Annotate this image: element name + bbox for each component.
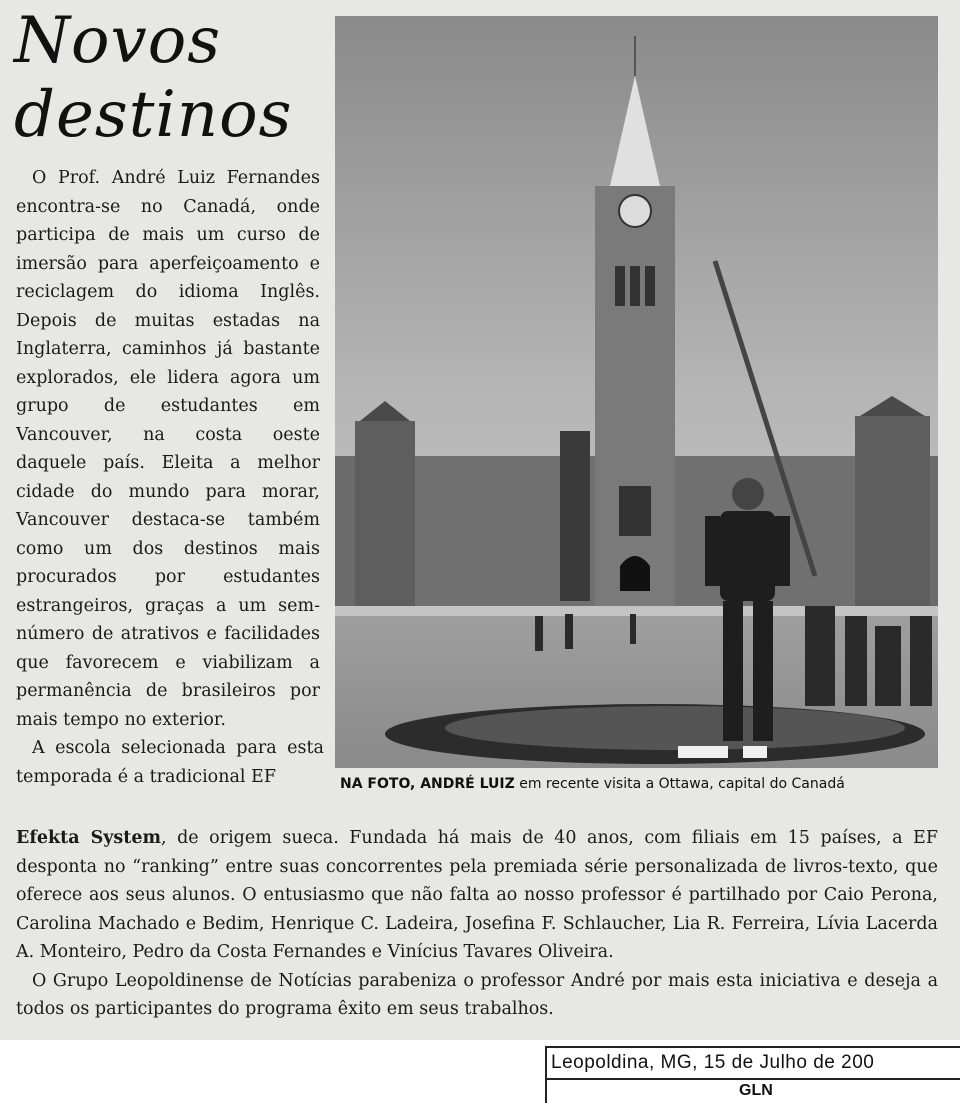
fountain-water — [445, 706, 905, 750]
footer-divider — [547, 1078, 960, 1080]
paragraph-2-continued — [16, 824, 938, 967]
footer-dateline-box — [545, 1046, 960, 1103]
caption-text: em recente visita a Ottawa, capital do Canadá — [514, 776, 845, 792]
headline — [14, 4, 334, 152]
headline-line-2: destinos — [14, 78, 293, 152]
photo-parliament-ottawa — [335, 16, 938, 768]
dateline: Leopoldina, MG, 15 de Julho de 200 — [551, 1052, 875, 1073]
photo-caption — [340, 776, 938, 792]
school-name: Efekta System — [16, 828, 161, 848]
headline-line-1: Novos — [14, 4, 222, 78]
article-left-column — [16, 164, 324, 791]
article-full-width — [16, 824, 938, 1024]
photo-illustration — [335, 16, 938, 768]
paragraph-3: O Grupo Leopoldinense de Notícias parabeniza o professor André por mais esta iniciativa e deseja a todos os participantes do programa êxito em seus trabalhos. — [16, 970, 938, 1019]
caption-lead: NA FOTO, ANDRÉ LUIZ — [340, 776, 515, 792]
paragraph-1: O Prof. André Luiz Fernandes encontra-se no Canadá, onde participa de mais um curso de imersão para aperfeiçoamento e reciclagem do idioma Inglês. Depois de muitas estadas na Inglaterra, caminhos já bastante explorados, ele lidera agora um grupo de estudantes em Vancouver, na costa oeste daquele país. Eleita a melhor cidade do mundo para morar, Vancouver destaca-se também como um dos destinos mais procurados por estudantes estrangeiros, graças a um sem-número de atrativos e facilidades que favorecem e viabilizam a permanência de brasileiros por mais tempo no exterior. — [16, 168, 320, 730]
paragraph-2-rest: , de origem sueca. Fundada há mais de 40 anos, com filiais em 15 países, a EF desponta no “ranking” entre suas concorrentes pela premiada série personalizada de livros-texto, que oferece aos seus alunos. O entusiasmo que não falta ao nosso professor é partilhado por Caio Perona, Carolina Machado e Bedim, Henrique C. Ladeira, Josefina F. Schlaucher, Lia R. Ferreira, Lívia Lacerda A. Monteiro, Pedro da Costa Fernandes e Vinícius Tavares Oliveira. — [16, 828, 938, 962]
paragraph-2-start: A escola selecionada para esta temporada é a tradicional EF — [16, 738, 324, 787]
source-label: GLN — [739, 1082, 773, 1099]
